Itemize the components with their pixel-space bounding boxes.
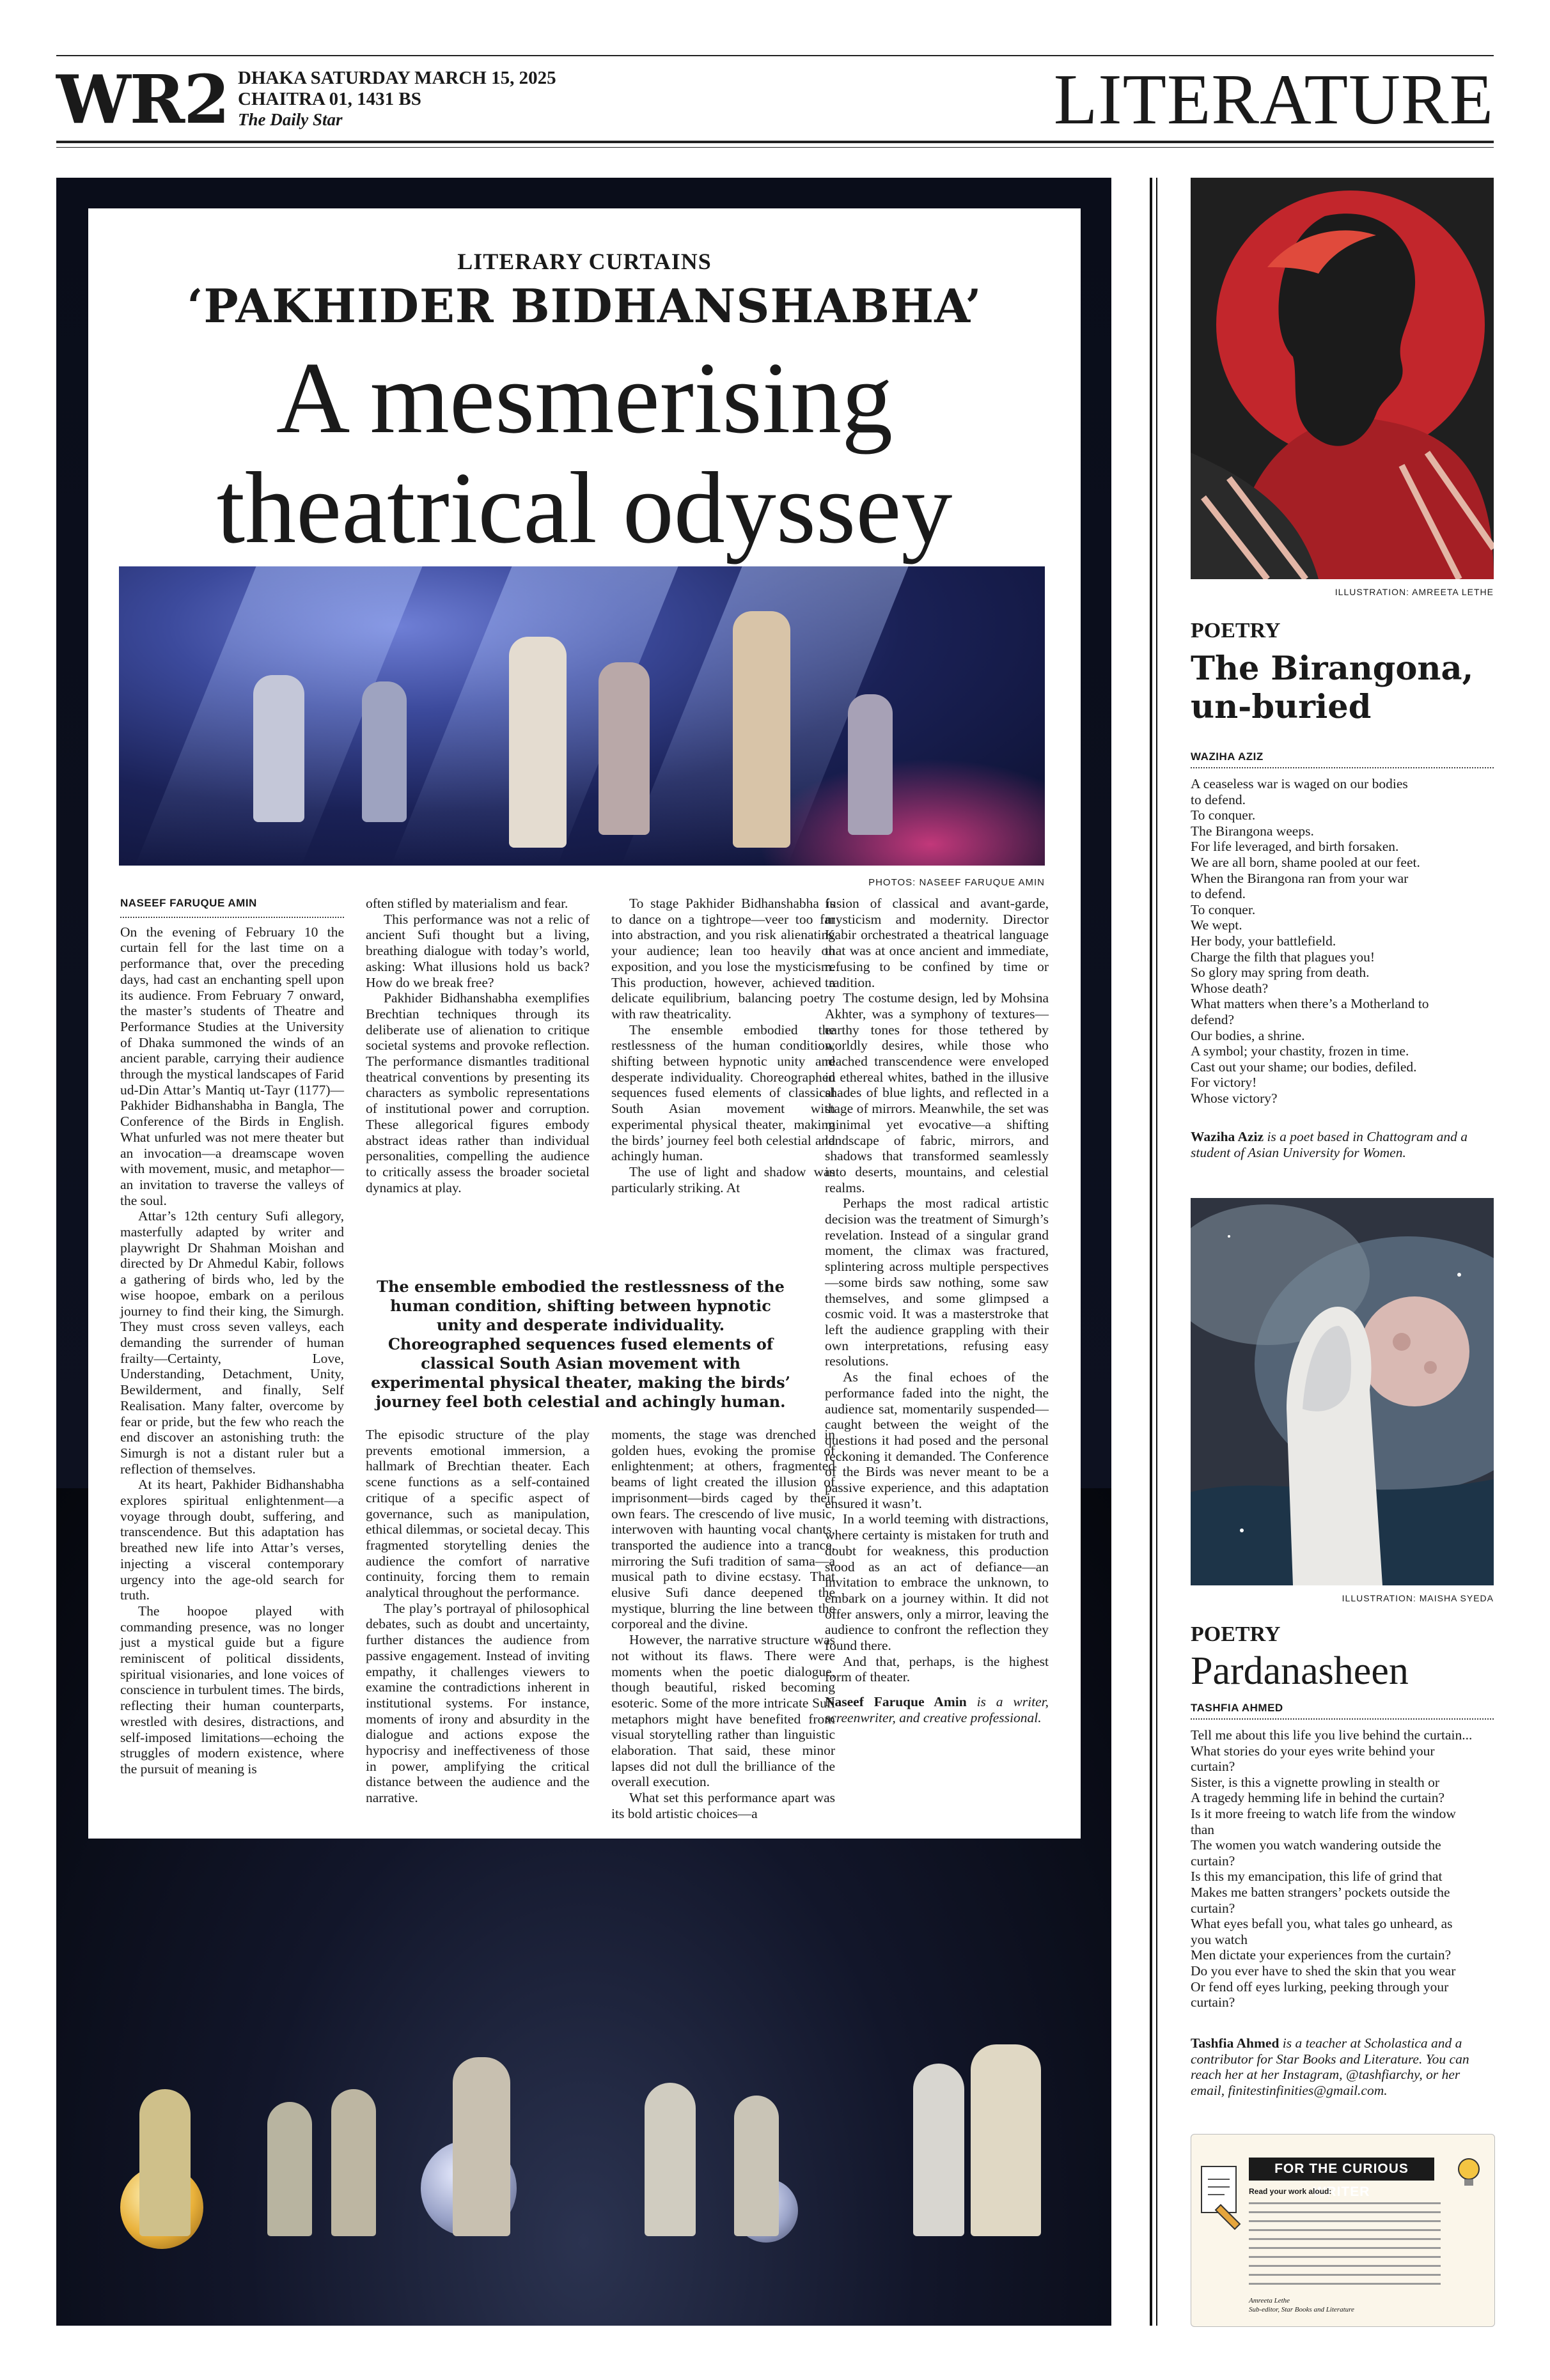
poem-line: What matters when there’s a Motherland to <box>1191 996 1429 1012</box>
paragraph: moments, the stage was drenched in golden hues, evoking the promise of enlightenment; at others, fragmented beams of light created the illusion of imprisonment—birds caged by their own fears. The crescendo of live music, interwoven with haunting vocal chants, transported the audience into a trance, mirroring the Sufi tradition of sama—a musical path to divine ecstasy. That elusive Sufi dance deepened the mystique, blurring the line between the corporeal and the divine. <box>611 1427 835 1632</box>
article-column-2-top <box>366 896 590 1195</box>
poem-body <box>1191 776 1494 1106</box>
promo-text-line <box>1249 2247 1441 2249</box>
paragraph: As the final echoes of the performance faded into the night, the audience sat, momentarily suspended—caught between the weight of the questions it had posed and the personal reckoning it demanded. The Conference of the Birds was never meant to be a passive experience, and this adaptation ensured it wasn’t. <box>825 1369 1049 1511</box>
poem-line: So glory may spring from death. <box>1191 965 1370 981</box>
promo-text-line <box>1249 2256 1441 2258</box>
poet-bio <box>1191 1129 1494 1160</box>
dateline-gregorian: DHAKA SATURDAY MARCH 15, 2025 <box>238 68 556 88</box>
woman-profile-illustration <box>1191 178 1494 579</box>
dancer <box>599 662 650 835</box>
veiled-woman-moon-illustration <box>1191 1198 1494 1585</box>
headline-title: ‘PAKHIDER BIDHANSHABHA’ <box>187 279 982 333</box>
illustration-credit: ILLUSTRATION: AMREETA LETHE <box>1335 587 1494 597</box>
poem-body <box>1191 1727 1494 2011</box>
pull-quote: The ensemble embodied the restlessness of the human condition, shifting between hypnotic unity and desperate individuality. Choreographed sequences fused elements of classical South Asian movement with experimental physical theater, making the birds’ journey feel both celestial and achingly human. <box>370 1277 790 1411</box>
promo-credit-name: Amreeta Lethe <box>1249 2297 1290 2305</box>
paragraph: At its heart, Pakhider Bidhanshabha explores spiritual enlightenment—a voyage through doubt, suffering, and transcendence. But this adaptation has breathed new life into Attar’s verses, injecting a visceral contemporary urgency into the age-old search for truth. <box>120 1477 344 1603</box>
dateline-bangla: CHAITRA 01, 1431 BS <box>238 89 421 109</box>
poem-line: When the Birangona ran from your war <box>1191 870 1409 886</box>
poet-bio-text: is a teacher at Scholastica and a contributor for Star Books and Literature. You can reach her at her Instagram, @tashfiarchy, or her email, finitestinfinities@gmail.com. <box>1191 2035 1469 2098</box>
promo-text-line <box>1249 2238 1441 2240</box>
poem-line: To conquer. <box>1191 807 1256 823</box>
performer <box>913 2064 964 2236</box>
poem-line: Cast out your shame; our bodies, defiled. <box>1191 1059 1417 1075</box>
paragraph: often stifled by materialism and fear. <box>366 896 568 911</box>
poem-line: Charge the filth that plagues you! <box>1191 949 1375 965</box>
article-kicker: LITERARY CURTAINS <box>457 249 712 274</box>
article-column-3-bottom <box>611 1427 835 1822</box>
writing-hand-icon <box>1195 2160 1246 2237</box>
poem-author: WAZIHA AZIZ <box>1191 751 1494 768</box>
poem-line: What eyes befall you, what tales go unheard, as <box>1191 1916 1453 1932</box>
paragraph: What set this performance apart was its bold artistic choices—a <box>611 1790 835 1821</box>
paragraph: The hoopoe played with commanding presence, was no longer just a mystical guide but a figure reminiscent of political dissidents, spiritual visionaries, and lone voices of conscience in turbulent times. The birds, reflecting their human counterparts, wrestled with desires, distractions, and self-imposed limitations—echoing the struggles of modern existence, where the pursuit of meaning is <box>120 1603 344 1777</box>
poem-line: Men dictate your experiences from the curtain? <box>1191 1947 1452 1963</box>
poem-line: curtain? <box>1191 1759 1235 1775</box>
performer <box>139 2089 191 2236</box>
headline-line-2: theatrical odyssey <box>216 451 953 564</box>
poem-line: The Birangona weeps. <box>1191 823 1314 839</box>
promo-text-line <box>1249 2265 1441 2267</box>
sidebar <box>1191 178 1494 2326</box>
curious-writer-promo[interactable] <box>1191 2134 1495 2327</box>
poem-line: defend? <box>1191 1011 1235 1027</box>
article-column-1 <box>120 896 344 1777</box>
poem-line: To conquer. <box>1191 901 1256 917</box>
poem-title-line-2: un-buried <box>1191 688 1372 726</box>
article-card <box>88 208 1081 1839</box>
performer <box>267 2102 312 2236</box>
feature-panel <box>56 178 1111 2326</box>
poem-line: Her body, your battlefield. <box>1191 933 1336 949</box>
paragraph: fusion of classical and avant-garde, mysticism and modernity. Director Kabir orchestrated a theatrical language that was at once ancient and immediate, refusing to be confined by time or tradition. <box>825 896 1049 990</box>
poem-line: to defend. <box>1191 791 1246 807</box>
poem-line: For life leveraged, and birth forsaken. <box>1191 839 1399 855</box>
poem-line: curtain? <box>1191 1995 1235 2011</box>
poem-line: than <box>1191 1821 1215 1837</box>
poem-author: TASHFIA AHMED <box>1191 1702 1494 1720</box>
stage-glow <box>758 758 1045 866</box>
page-code: WR2 <box>56 60 229 139</box>
poetry-kicker: POETRY <box>1191 1622 1281 1646</box>
photo-credit: PHOTOS: NASEEF FARUQUE AMIN <box>868 877 1045 888</box>
poem-line: For victory! <box>1191 1075 1257 1091</box>
birangona-illustration <box>1191 178 1494 579</box>
article-column-2-bottom <box>366 1427 590 1806</box>
promo-text-line <box>1249 2274 1441 2276</box>
poem-line: curtain? <box>1191 1900 1235 1916</box>
promo-text-line <box>1249 2202 1441 2204</box>
poem-line: Makes me batten strangers’ pockets outside the <box>1191 1884 1450 1900</box>
header-rule <box>56 141 1494 143</box>
header-rule-thin <box>56 147 1494 148</box>
article-column-4 <box>825 896 1049 1726</box>
promo-credit-title: Sub-editor, Star Books and Literature <box>1249 2306 1354 2314</box>
poem-line: We wept. <box>1191 917 1242 933</box>
poem-line: A tragedy hemming life in behind the curtain? <box>1191 1790 1445 1806</box>
section-title: LITERATURE <box>1053 60 1494 139</box>
poem-line: Is it more freeing to watch life from the window <box>1191 1805 1456 1821</box>
poet-bio-text: is a poet based in Chattogram and a student of Asian University for Women. <box>1191 1129 1468 1160</box>
poem-title-line-1: The Birangona, <box>1191 649 1474 688</box>
poem-title <box>1191 649 1473 726</box>
author-name: Naseef Faruque Amin <box>825 1694 967 1710</box>
paper-logo: The Daily Star <box>238 110 343 129</box>
promo-text-line <box>1249 2283 1441 2285</box>
performer <box>453 2057 510 2236</box>
dancer <box>509 637 567 848</box>
poet-name: Waziha Aziz <box>1191 1129 1264 1144</box>
poem-line: A symbol; your chastity, frozen in time. <box>1191 1043 1409 1059</box>
poem-line: Tell me about this life you live behind the curtain... <box>1191 1727 1473 1743</box>
paragraph: Perhaps the most radical artistic decision was the treatment of Simurgh’s revelation. Instead of a singular grand moment, the climax was fractured, splintering across multiple perspectives—some birds saw nothing, some saw themselves, and some glimpsed a cosmic void. It was a masterstroke that left the audience grappling with their own interpretations, refusing easy resolutions. <box>825 1195 1049 1369</box>
paragraph: Attar’s 12th century Sufi allegory, masterfully adapted by writer and playwright Dr Shahman Moishan and directed by Dr Ahmedul Kabir, follows a gathering of birds who, led by the wise hoopoe, embark on a perilous journey to find their king, the Simurgh. They must cross seven valleys, each demanding the surrender of human frailty—Certainty, Love, Understanding, Detachment, Unity, Bewilderment, and finally, Self Realisation. Many falter, overcome by fear or pride, but the few who reach the end discover an astonishing truth: the Simurgh is not a distant ruler but a reflection of themselves. <box>120 1208 344 1477</box>
performance-photo <box>119 566 1045 866</box>
paragraph: Pakhider Bidhanshabha exemplifies Brechtian techniques through its deliberate use of alienation to critique societal systems and provoke reflection. The performance dismantles traditional theatrical conventions by presenting its characters as symbolic representations of institutional power and corruption. These allegorical figures embody abstract ideas rather than individual personalities, compelling the audience to critically assess the broader societal dynamics at play. <box>366 990 590 1195</box>
poem-line: Whose death? <box>1191 980 1269 996</box>
poem-line: curtain? <box>1191 1853 1235 1869</box>
poem-line: Our bodies, a shrine. <box>1191 1027 1305 1043</box>
paragraph: On the evening of February 10 the curtain fell for the last time on a performance that, over the preceding days, had cast an enchanting spell upon its audience. From February 7 onward, the master’s students of Theatre and Performance Studies at the University of Dhaka summoned the winds of an ancient parable, carrying their audience through the mystical landscapes of Farid ud-Din Attar’s Mantiq ut-Tayr (1177)—Pakhider Bidhanshabha in Bangla, The Conference of the Birds in English. What unfurled was not mere theater but an invocation—a dreamscape woven with movement, music, and metaphor—an invitation to traverse the valleys of the soul. <box>120 924 344 1208</box>
paragraph: The play’s portrayal of philosophical debates, such as doubt and uncertainty, further distances the audience from passive engagement. Instead of inviting empathy, it challenges viewers to examine the contradictions inherent in institutional systems. For instance, moments of irony and absurdity in the dialogue and actions expose the hypocrisy and ineffectiveness of those in power, amplifying the critical distance between the audience and the narrative. <box>366 1600 590 1806</box>
paragraph: This performance was not a relic of ancient Sufi thought but a living, breathing dialogue with today’s world, asking: What illusions hold us back? How do we break free? <box>366 911 590 990</box>
poem-line: The women you watch wandering outside the <box>1191 1837 1441 1853</box>
author-bio <box>825 1694 1049 1725</box>
promo-text-line <box>1249 2220 1441 2222</box>
promo-subtitle: Read your work aloud: <box>1249 2187 1332 2196</box>
promo-text-line <box>1249 2211 1441 2213</box>
dateline <box>238 68 556 110</box>
poem-line: Is this my emancipation, this life of grind that <box>1191 1869 1443 1885</box>
dancer <box>733 611 790 848</box>
poem-line: Or fend off eyes lurking, peeking through your <box>1191 1979 1449 1995</box>
illustration-credit: ILLUSTRATION: MAISHA SYEDA <box>1342 1593 1494 1603</box>
performer <box>331 2089 376 2236</box>
poem-line: A ceaseless war is waged on our bodies <box>1191 776 1408 791</box>
byline: NASEEF FARUQUE AMIN <box>120 896 344 918</box>
poem-line: We are all born, shame pooled at our feet. <box>1191 854 1420 870</box>
poet-bio <box>1191 2035 1494 2098</box>
paragraph: The costume design, led by Mohsina Akhter, was a symphony of textures—earthy tones for those tethered by worldly desires, while those who reached transcendence were enveloped in ethereal whites, bathed in the illusive shades of blue lights, and reflected in a stage of mirrors. Meanwhile, the set was minimal yet evocative—a shifting landscape of fabric, mirrors, and shadows that transformed seamlessly into deserts, mountains, and celestial realms. <box>825 990 1049 1195</box>
column-divider <box>1150 178 1152 2326</box>
dancer <box>253 675 304 822</box>
top-rule <box>56 55 1494 56</box>
author-bio-text: is a writer, screenwriter, and creative professional. <box>825 1694 1049 1725</box>
poem-line: Do you ever have to shed the skin that you wear <box>1191 1963 1456 1979</box>
dancer <box>848 694 893 835</box>
promo-title: FOR THE CURIOUS WRITER <box>1249 2158 1434 2181</box>
paragraph: However, the narrative structure was not without its flaws. There were moments when the poetic dialogue, though beautiful, risked becoming esoteric. Some of the more intricate Sufi metaphors might have benefited from visual storytelling rather than linguistic elaboration. That said, these minor lapses did not dull the brilliance of the overall execution. <box>611 1632 835 1790</box>
pardanasheen-illustration <box>1191 1198 1494 1585</box>
poem-line: Whose victory? <box>1191 1090 1278 1106</box>
paragraph: And that, perhaps, is the highest form of theater. <box>825 1653 1049 1685</box>
paragraph: To stage Pakhider Bidhanshabha is to dance on a tightrope—veer too far into abstraction, and you risk alienating your audience; lean too heavily on exposition, and you lose the mysticism. This production, however, achieved a delicate equilibrium, balancing poetry with raw theatricality. <box>611 896 835 1022</box>
paragraph: The episodic structure of the play prevents emotional immersion, a hallmark of Brechtian theater. Each scene functions as a self-contained critique of a specific aspect of governance, such as manipulation, ethical dilemmas, or societal decay. This fragmented storytelling denies the audience the comfort of narrative continuity, forcing them to remain analytical throughout the performance. <box>366 1427 590 1601</box>
paragraph: In a world teeming with distractions, where certainty is mistaken for truth and doubt for weakness, this production stood as an act of defiance—an invitation to embrace the unknown, to embark on a journey within. It did not offer answers, only a mirror, leaving the audience to confront the reflection they found there. <box>825 1511 1049 1654</box>
poetry-kicker: POETRY <box>1191 619 1281 642</box>
paragraph: The ensemble embodied the restlessness of the human condition, shifting between hypnotic unity and desperate individuality. Choreographed sequences fused elements of classical South Asian movement with experimental physical theater, making the birds’ journey feel both celestial and achingly human. <box>611 1022 835 1164</box>
poem-line: to defend. <box>1191 886 1246 902</box>
promo-text-line <box>1249 2229 1441 2231</box>
performer <box>645 2083 696 2236</box>
poem-line: you watch <box>1191 1931 1248 1947</box>
poem-title: Pardanasheen <box>1191 1649 1409 1693</box>
poet-name: Tashfia Ahmed <box>1191 2035 1280 2051</box>
article-column-3-top <box>611 896 835 1195</box>
lightbulb-icon <box>1450 2154 1488 2192</box>
paragraph: The use of light and shadow was particularly striking. At <box>611 1163 835 1195</box>
headline-subtitle <box>88 343 1081 563</box>
performer <box>734 2096 779 2236</box>
poem-line: Sister, is this a vignette prowling in stealth or <box>1191 1774 1440 1790</box>
headline-line-1: A mesmerising <box>276 341 893 455</box>
poem-line: What stories do your eyes write behind your <box>1191 1743 1435 1759</box>
lead-performer <box>971 2044 1041 2236</box>
dancer <box>362 681 407 822</box>
column-divider-thin <box>1156 178 1157 2326</box>
